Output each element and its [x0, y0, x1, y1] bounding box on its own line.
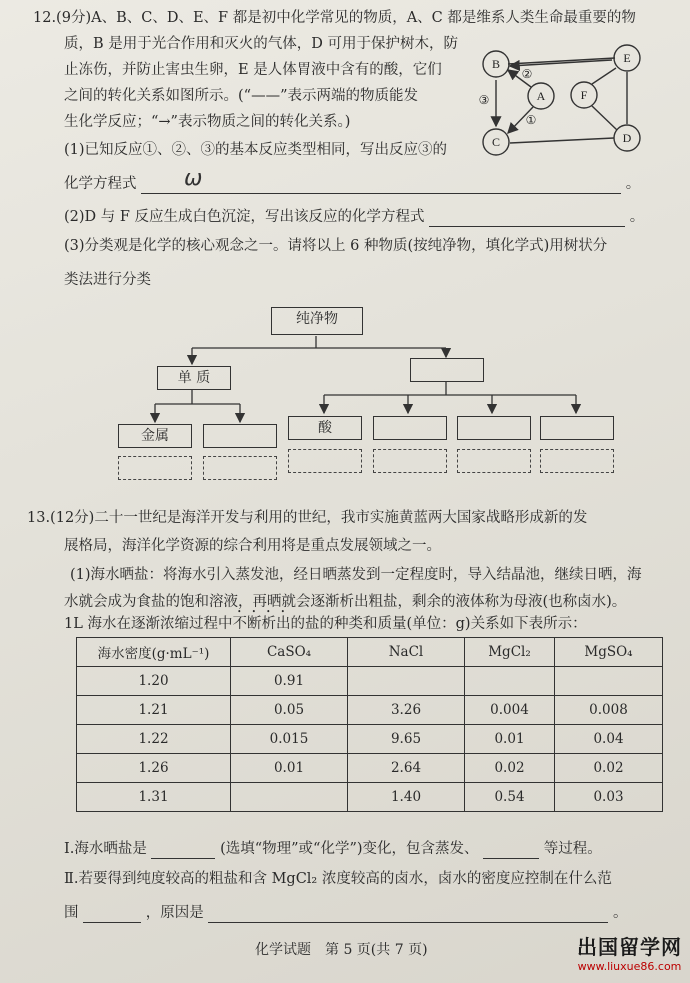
q12-line-3: 止冻伤，并防止害虫生卵，E 是人体胃液中含有的酸，它们 — [64, 62, 442, 78]
header-mgcl2: MgCl₂ — [465, 638, 555, 667]
q12-sub2-period: 。 — [629, 209, 645, 225]
table-row — [77, 783, 663, 812]
q12-sub1-line-a: (1)已知反应①、②、③的基本反应类型相同，写出反应③的 — [64, 142, 448, 158]
table-cell: 0.04 — [555, 725, 663, 754]
table-cell: 0.91 — [231, 667, 348, 696]
table-cell: 0.01 — [231, 754, 348, 783]
table-cell: 1.22 — [77, 725, 231, 754]
tree-compound-blank[interactable] — [410, 358, 484, 382]
node-F-label: F — [580, 88, 588, 102]
table-cell: 0.02 — [465, 754, 555, 783]
table-cell: 9.65 — [348, 725, 465, 754]
tree-answer-nonmetal[interactable] — [203, 456, 277, 480]
q12-sub1-period: 。 — [625, 176, 641, 192]
node-E-label: E — [623, 51, 631, 65]
q13-part-ii-blank-2[interactable] — [208, 906, 608, 923]
q13-part-ii-blank-1[interactable] — [83, 906, 141, 923]
q13-part-ii-period: 。 — [612, 905, 628, 921]
table-cell — [465, 667, 555, 696]
tree-elemental-substance: 单 质 — [157, 366, 231, 390]
table-cell: 1.21 — [77, 696, 231, 725]
table-cell — [555, 667, 663, 696]
q13-line-5-c: 的盐的种类和质量(单位：g)关系如下表所示： — [290, 616, 587, 632]
table-cell: 0.004 — [465, 696, 555, 725]
salt-precipitation-table — [76, 637, 663, 812]
q13-part-i-b: (选填“物理”或“化学”)变化，包含蒸发、 — [220, 841, 479, 857]
tree-root-pure-substance: 纯净物 — [271, 307, 363, 335]
table-cell: 1.31 — [77, 783, 231, 812]
q13-line-5-a: 1L 海水在逐渐浓缩过程中 — [64, 616, 233, 632]
table-cell: 1.20 — [77, 667, 231, 696]
q13-line-1: 13.(12分)二十一世纪是海洋开发与利用的世纪，我市实施黄蓝两大国家战略形成新的发 — [27, 510, 588, 526]
watermark-title: 出国留学网 — [577, 935, 682, 959]
tree-category-blank-3[interactable] — [540, 416, 614, 440]
site-watermark — [577, 931, 682, 973]
tree-answer-cat3[interactable] — [540, 449, 614, 473]
node-A-label: A — [536, 89, 546, 103]
tree-nonmetal-blank[interactable] — [203, 424, 277, 448]
table-cell: 1.40 — [348, 783, 465, 812]
reaction-1-label: ① — [525, 113, 537, 127]
table-cell — [348, 667, 465, 696]
q13-part-ii-line-a: Ⅱ.若要得到纯度较高的粗盐和含 MgCl₂ 浓度较高的卤水，卤水的密度应控制在什么范 — [64, 871, 612, 887]
q13-part-i-blank-1[interactable] — [151, 842, 215, 859]
q13-part-i-a: Ⅰ.海水晒盐是 — [64, 841, 147, 857]
header-caso4: CaSO₄ — [231, 638, 348, 667]
tree-answer-metal[interactable] — [118, 456, 192, 480]
tree-category-blank-1[interactable] — [373, 416, 447, 440]
table-cell: 0.008 — [555, 696, 663, 725]
reaction-2-label: ② — [521, 67, 533, 81]
q13-part-i-c: 等过程。 — [543, 841, 602, 857]
tree-metal: 金属 — [118, 424, 192, 448]
tree-acid: 酸 — [288, 416, 362, 440]
table-cell: 0.03 — [555, 783, 663, 812]
q13-part-ii-c: ，原因是 — [145, 905, 204, 921]
handwritten-mark: ω — [184, 166, 203, 191]
header-density: 海水密度(g·mL⁻¹) — [77, 638, 231, 667]
table-row — [77, 754, 663, 783]
q12-sub2-label: (2)D 与 F 反应生成白色沉淀，写出该反应的化学方程式 — [64, 209, 425, 225]
q13-line-5 — [64, 608, 587, 634]
node-C-label: C — [491, 135, 501, 149]
table-cell: 2.64 — [348, 754, 465, 783]
link-F-E — [592, 68, 616, 84]
node-B-label: B — [491, 57, 501, 71]
q13-part-i-blank-2[interactable] — [483, 842, 539, 859]
table-cell: 3.26 — [348, 696, 465, 725]
q12-line-5: 生化学反应；“→”表示物质之间的转化关系。) — [64, 114, 351, 130]
header-nacl: NaCl — [348, 638, 465, 667]
q13-line-2: 展格局，海洋化学资源的综合利用将是重点发展领域之一。 — [64, 538, 441, 554]
q12-sub1-label: 化学方程式 — [64, 176, 137, 192]
q13-line-5-emphasis: 不断析出 — [232, 616, 291, 632]
table-cell: 1.26 — [77, 754, 231, 783]
table-cell: 0.015 — [231, 725, 348, 754]
table-row — [77, 696, 663, 725]
table-cell: 0.01 — [465, 725, 555, 754]
link-C-D — [510, 138, 614, 143]
reaction-3-label: ③ — [478, 93, 490, 107]
q13-line-4: 水就会成为食盐的饱和溶液，再晒就会逐渐析出粗盐，剩余的液体称为母液(也称卤水)。 — [64, 594, 627, 610]
q12-line-1: 12.(9分)A、B、C、D、E、F 都是初中化学常见的物质，A、C 都是维系人类生命最重要的物 — [33, 10, 636, 26]
tree-answer-cat1[interactable] — [373, 449, 447, 473]
q12-line-4: 之间的转化关系如图所示。(“——”表示两端的物质能发 — [64, 88, 418, 104]
link-F-D — [592, 106, 617, 130]
q12-sub3-line-b: 类法进行分类 — [64, 272, 151, 288]
q12-line-2: 质，B 是用于光合作用和灭火的气体，D 可用于保护树木，防 — [64, 36, 458, 52]
table-header-row — [77, 638, 663, 667]
table-cell — [231, 783, 348, 812]
q13-part-ii-line-b — [64, 903, 627, 923]
tree-category-blank-2[interactable] — [457, 416, 531, 440]
table-cell: 0.54 — [465, 783, 555, 812]
table-row — [77, 667, 663, 696]
q12-sub3-line-a: (3)分类观是化学的核心观念之一。请将以上 6 种物质(按纯净物，填化学式)用树状分 — [64, 238, 608, 254]
tree-answer-cat2[interactable] — [457, 449, 531, 473]
node-D-label: D — [622, 131, 632, 145]
table-cell: 0.02 — [555, 754, 663, 783]
table-cell: 0.05 — [231, 696, 348, 725]
tree-answer-acid[interactable] — [288, 449, 362, 473]
q13-part-ii-b: 围 — [64, 905, 79, 921]
q13-line-3: (1)海水晒盐：将海水引入蒸发池，经日晒蒸发到一定程度时，导入结晶池，继续日晒，海 — [70, 567, 642, 583]
page-footer: 化学试题 第 5 页(共 7 页) — [255, 942, 428, 958]
table-row — [77, 725, 663, 754]
q13-part-i — [64, 839, 602, 859]
watermark-url: www.liuxue86.com — [577, 960, 682, 973]
header-mgso4: MgSO₄ — [555, 638, 663, 667]
